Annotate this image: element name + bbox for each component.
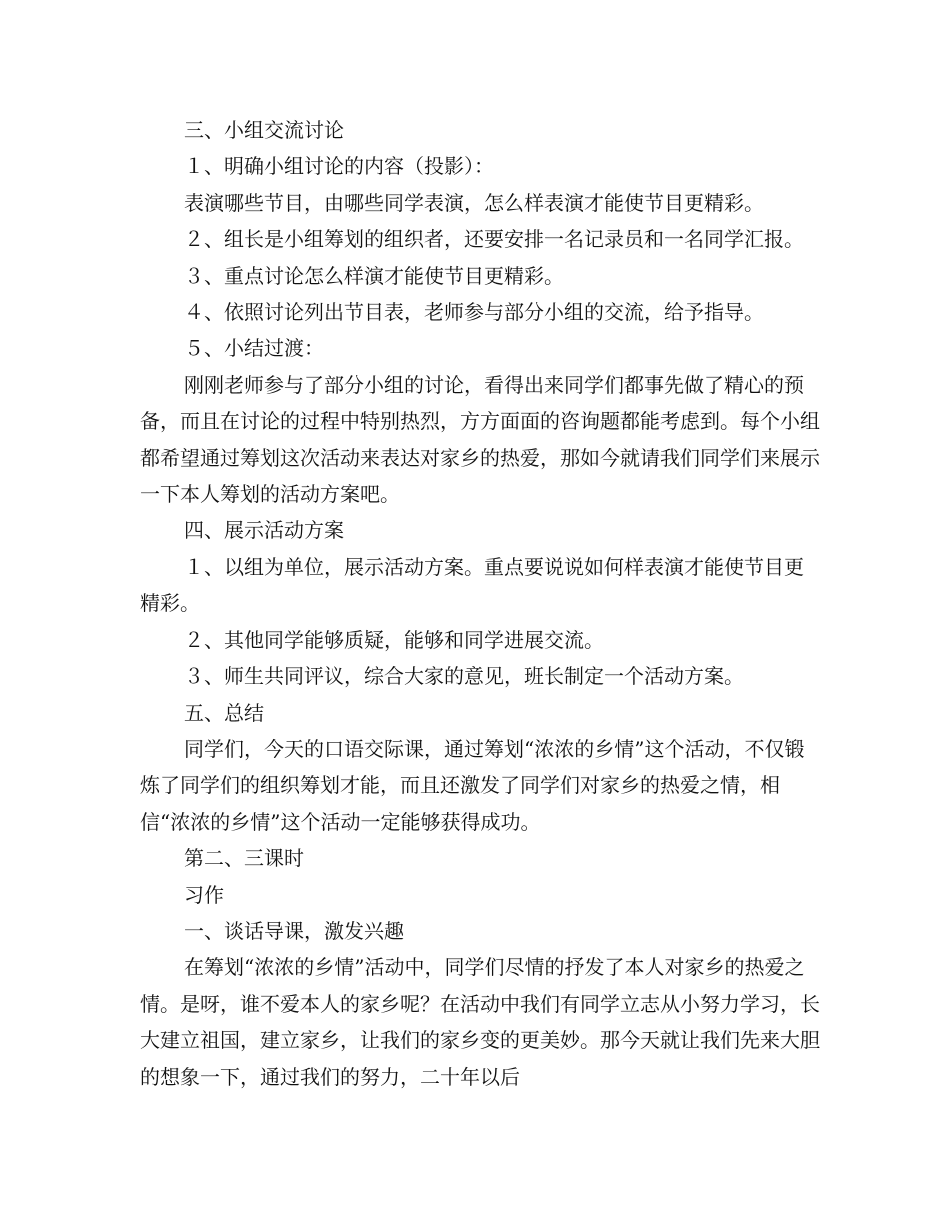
lesson-heading: 第二、三课时 (184, 846, 304, 871)
section-heading-5: 五、总结 (184, 700, 264, 725)
paragraph: ５、小结过渡： (184, 336, 324, 361)
paragraph: 刚刚老师参与了部分小组的讨论，看得出来同学们都事先做了精心的预备，而且在讨论的过程中特别热烈，方方面面的咨询题都能考虑到。每个小组都希望通过筹划这次活动来表达对家乡的热爱，那如今就请我们同学们来展示一下本人筹划的活动方案吧。 (140, 372, 820, 507)
paragraph: 同学们，今天的口语交际课，通过筹划“浓浓的乡情”这个活动，不仅锻炼了同学们的组织筹划才能，而且还激发了同学们对家乡的热爱之情，相信“浓浓的乡情”这个活动一定能够获得成功。 (140, 736, 805, 834)
section-heading-1: 一、谈话导课，激发兴趣 (184, 918, 404, 943)
paragraph: ２、其他同学能够质疑，能够和同学进展交流。 (184, 627, 604, 652)
subheading: 习作 (184, 882, 224, 907)
paragraph: 在筹划“浓浓的乡情”活动中，同学们尽情的抒发了本人对家乡的热爱之情。是呀，谁不爱本人的家乡呢？在活动中我们有同学立志从小努力学习，长大建立祖国，建立家乡，让我们的家乡变的更美妙。那今天就让我们先来大胆的想象一下，通过我们的努力，二十年以后 (140, 955, 820, 1089)
document-body (140, 112, 820, 1095)
section-heading-4: 四、展示活动方案 (184, 518, 344, 543)
paragraph: １、以组为单位，展示活动方案。重点要说说如何样表演才能使节目更精彩。 (140, 554, 804, 616)
paragraph: １、明确小组讨论的内容（投影）： (184, 154, 494, 179)
paragraph: ３、重点讨论怎么样演才能使节目更精彩。 (184, 263, 564, 288)
paragraph: 表演哪些节目，由哪些同学表演，怎么样表演才能使节目更精彩。 (184, 190, 764, 215)
paragraph: ２、组长是小组筹划的组织者，还要安排一名记录员和一名同学汇报。 (184, 227, 804, 252)
section-heading-3: 三、小组交流讨论 (184, 118, 344, 142)
paragraph: ４、依照讨论列出节目表，老师参与部分小组的交流，给予指导。 (184, 300, 764, 325)
paragraph: ３、师生共同评议，综合大家的意见，班长制定一个活动方案。 (184, 664, 744, 689)
